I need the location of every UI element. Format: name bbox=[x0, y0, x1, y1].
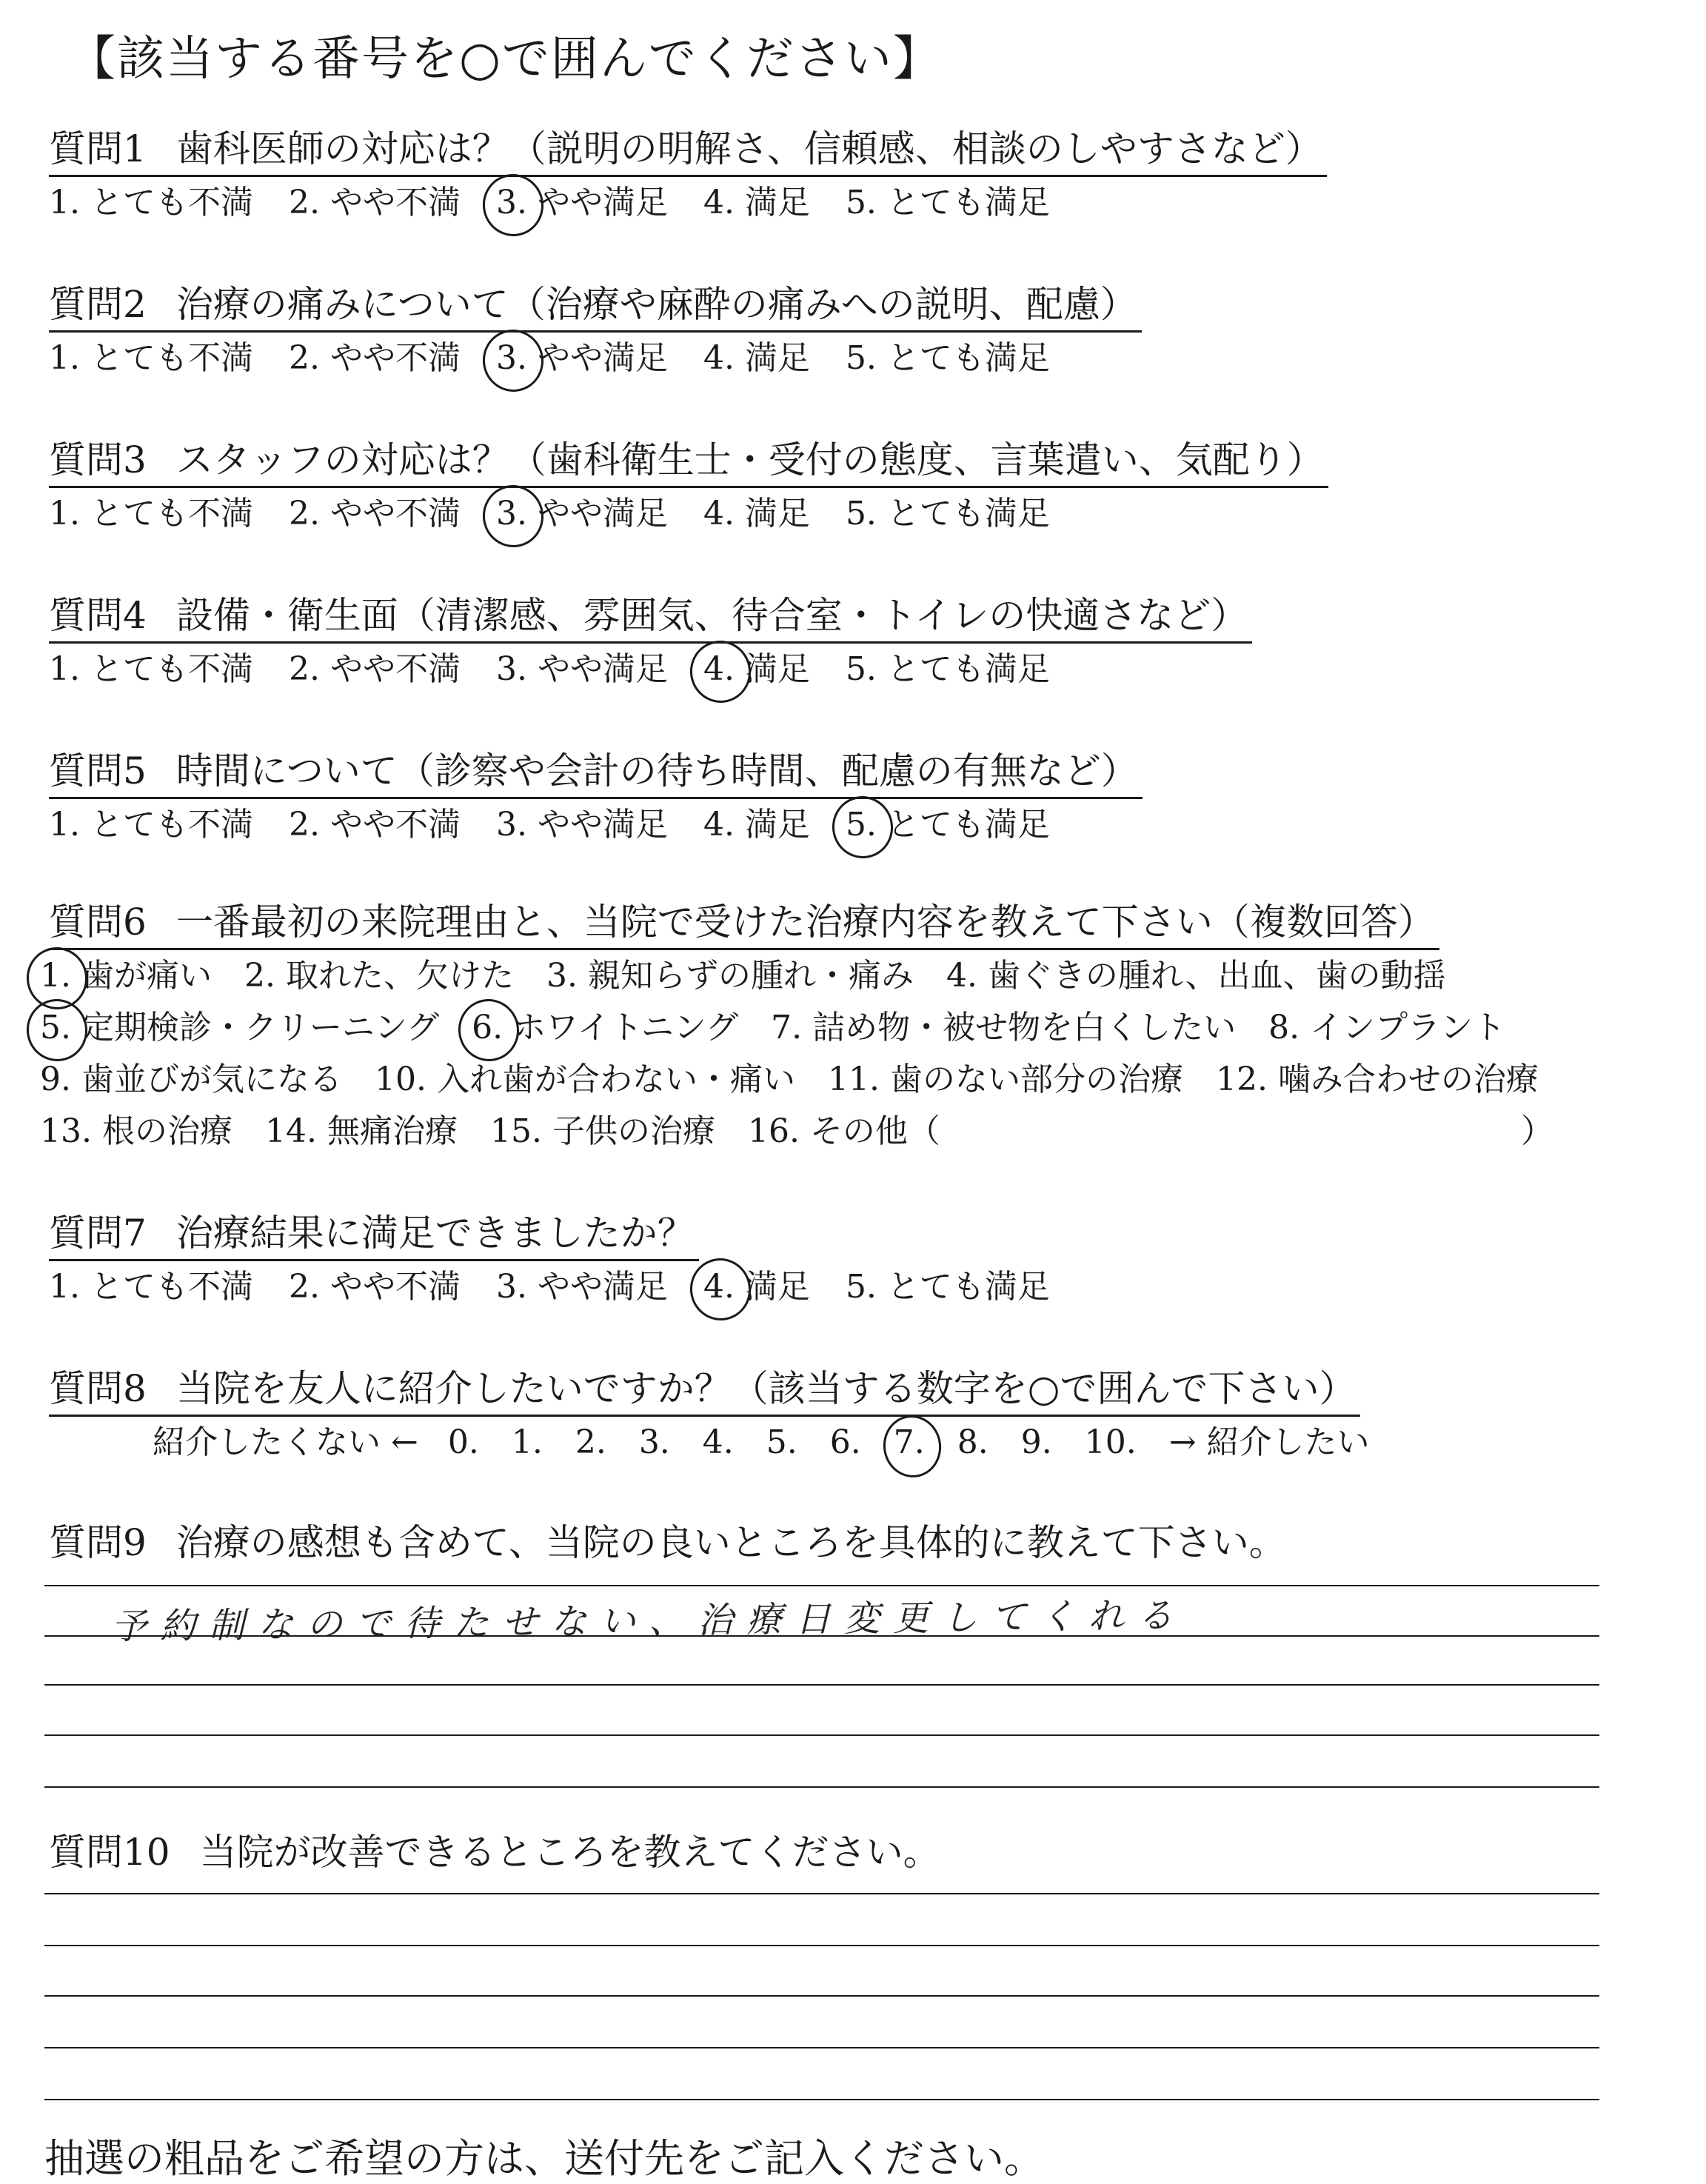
question-text: 当院を友人に紹介したいですか？（該当する数字を○で囲んで下さい） bbox=[175, 1367, 1357, 1410]
option-label: やや満足 bbox=[537, 339, 668, 377]
answer-line bbox=[44, 1893, 1599, 1894]
likert-option[interactable] bbox=[49, 644, 253, 695]
option-label: 取れた、欠けた bbox=[285, 957, 514, 995]
likert-options[interactable] bbox=[49, 799, 1143, 851]
question-1-title bbox=[49, 123, 1327, 177]
option-number: 1. bbox=[49, 806, 80, 844]
option-number: 5. bbox=[40, 1002, 71, 1054]
question-5-title bbox=[49, 745, 1143, 799]
question-7 bbox=[49, 1207, 1086, 1313]
reason-option[interactable] bbox=[472, 1002, 738, 1054]
option-label: 噛み合わせの治療 bbox=[1277, 1061, 1539, 1098]
option-label: とても不満 bbox=[90, 495, 253, 532]
reason-option[interactable] bbox=[828, 1054, 1183, 1106]
instructions-header: 【該当する番号を○で囲んでください】 bbox=[68, 32, 942, 87]
option-number: 5. bbox=[845, 184, 877, 221]
question-number: 質問4 bbox=[49, 594, 147, 637]
option-number: 2. bbox=[288, 806, 320, 844]
question-6 bbox=[40, 896, 1571, 1158]
reason-options-row bbox=[40, 950, 1571, 1002]
question-number: 質問5 bbox=[49, 749, 147, 792]
option-number: 1. bbox=[49, 650, 80, 688]
reason-options-row bbox=[40, 1106, 1571, 1158]
option-label: とても満足 bbox=[886, 650, 1050, 688]
question-10-title bbox=[49, 1826, 940, 1878]
option-number: 4. bbox=[946, 957, 977, 995]
question-1 bbox=[49, 123, 1327, 229]
reason-option[interactable] bbox=[1216, 1054, 1539, 1106]
option-label: 親知らずの腫れ・痛み bbox=[587, 957, 914, 995]
handwritten-answer[interactable]: 予約制なので待たせない、治療日変更してくれる bbox=[110, 1594, 1187, 1648]
option-number: 11. bbox=[827, 1061, 880, 1098]
question-text: 歯科医師の対応は？（説明の明解さ、信頼感、相談のしやすさなど） bbox=[175, 127, 1322, 170]
option-label: やや満足 bbox=[537, 184, 668, 221]
question-8-title bbox=[49, 1363, 1360, 1417]
scale-left-label: 紹介したくない ← bbox=[153, 1423, 418, 1461]
option-label: 満足 bbox=[744, 339, 810, 377]
option-label: やや不満 bbox=[330, 650, 461, 688]
question-text: 当院が改善できるところを教えてください。 bbox=[199, 1831, 940, 1874]
likert-option[interactable] bbox=[289, 644, 461, 695]
option-number: 7. bbox=[771, 1009, 803, 1046]
question-3-title bbox=[49, 434, 1328, 488]
option-label: とても不満 bbox=[90, 184, 253, 221]
reason-option[interactable] bbox=[375, 1054, 795, 1106]
question-text: 一番最初の来院理由と、当院で受けた治療内容を教えて下さい（複数回答） bbox=[175, 901, 1435, 944]
option-label: 定期検診・クリーニング bbox=[81, 1009, 440, 1046]
question-number: 質問3 bbox=[49, 438, 147, 481]
question-8 bbox=[49, 1363, 1402, 1469]
answer-line bbox=[44, 2047, 1599, 2048]
option-label: 子供の治療 bbox=[552, 1112, 715, 1150]
option-number: 3. bbox=[495, 1268, 527, 1306]
likert-option[interactable] bbox=[289, 333, 461, 384]
answer-line bbox=[44, 1585, 1599, 1586]
option-label: インプラント bbox=[1310, 1009, 1506, 1046]
likert-option[interactable] bbox=[49, 177, 253, 229]
option-label: 根の治療 bbox=[101, 1112, 233, 1150]
option-number: 5. bbox=[845, 650, 877, 688]
option-number: 1. bbox=[49, 184, 80, 221]
option-label: とても不満 bbox=[90, 339, 253, 377]
option-number: 4. bbox=[703, 495, 735, 532]
reason-option[interactable] bbox=[946, 950, 1446, 1002]
option-number: 5. bbox=[845, 339, 877, 377]
reason-option[interactable] bbox=[40, 950, 212, 1002]
option-label: やや満足 bbox=[537, 1268, 668, 1306]
likert-option[interactable] bbox=[846, 799, 1050, 851]
option-label: 満足 bbox=[744, 495, 810, 532]
option-label: ホワイトニング bbox=[513, 1009, 739, 1046]
option-number: 4. bbox=[703, 644, 735, 695]
question-4 bbox=[49, 590, 1252, 695]
option-number: 3. bbox=[495, 806, 527, 844]
question-2 bbox=[49, 278, 1142, 384]
likert-option[interactable] bbox=[49, 799, 253, 851]
likert-option[interactable] bbox=[496, 488, 668, 540]
likert-option[interactable] bbox=[49, 1261, 253, 1313]
question-text: スタッフの対応は？（歯科衛生士・受付の態度、言葉遣い、気配り） bbox=[175, 438, 1324, 481]
option-label: やや不満 bbox=[330, 184, 461, 221]
option-number: 2. bbox=[288, 1268, 320, 1306]
likert-options[interactable] bbox=[49, 177, 1327, 229]
answer-line bbox=[44, 1995, 1599, 1997]
option-number: 14. bbox=[264, 1112, 317, 1150]
likert-option[interactable] bbox=[496, 799, 668, 851]
likert-options[interactable] bbox=[49, 488, 1328, 540]
likert-option[interactable] bbox=[846, 644, 1050, 695]
scale-value[interactable]: 3. bbox=[638, 1423, 670, 1461]
scale-value[interactable]: 5. bbox=[766, 1423, 797, 1461]
other-close-paren: ） bbox=[1520, 1112, 1553, 1150]
answer-line bbox=[44, 1734, 1599, 1736]
option-label: 歯が痛い bbox=[81, 957, 212, 995]
answer-line bbox=[44, 1635, 1599, 1637]
scale-right-label: → 紹介したい bbox=[1168, 1423, 1370, 1461]
scale-value[interactable]: 10. bbox=[1084, 1423, 1137, 1461]
reason-option[interactable] bbox=[748, 1106, 940, 1158]
option-number: 8. bbox=[1268, 1009, 1300, 1046]
question-number: 質問7 bbox=[49, 1212, 147, 1255]
option-label: やや満足 bbox=[537, 495, 668, 532]
option-label: 歯ぐきの腫れ、出血、歯の動揺 bbox=[987, 957, 1446, 995]
recommend-scale[interactable] bbox=[49, 1417, 1402, 1469]
option-label: とても満足 bbox=[886, 184, 1050, 221]
likert-option[interactable] bbox=[496, 644, 668, 695]
reason-option[interactable] bbox=[265, 1106, 458, 1158]
likert-option[interactable] bbox=[496, 333, 668, 384]
likert-option[interactable] bbox=[703, 177, 810, 229]
likert-option[interactable] bbox=[49, 333, 253, 384]
reason-option[interactable] bbox=[40, 1106, 233, 1158]
reason-option[interactable] bbox=[244, 950, 514, 1002]
option-number: 9. bbox=[40, 1061, 71, 1098]
scale-value[interactable]: 6. bbox=[829, 1423, 861, 1461]
reason-option[interactable] bbox=[490, 1106, 715, 1158]
option-label: とても満足 bbox=[886, 806, 1050, 844]
likert-option[interactable] bbox=[703, 333, 810, 384]
reason-options[interactable] bbox=[40, 950, 1571, 1158]
option-label: 歯並びが気になる bbox=[81, 1061, 342, 1098]
likert-option[interactable] bbox=[703, 644, 810, 695]
reason-option[interactable] bbox=[40, 1002, 439, 1054]
option-number: 3. bbox=[546, 957, 578, 995]
reason-options-row bbox=[40, 1054, 1571, 1106]
question-text: 時間について（診察や会計の待ち時間、配慮の有無など） bbox=[175, 749, 1138, 792]
option-number: 2. bbox=[288, 650, 320, 688]
likert-option[interactable] bbox=[289, 799, 461, 851]
scale-value[interactable]: 4. bbox=[702, 1423, 734, 1461]
scale-value[interactable]: 1. bbox=[511, 1423, 543, 1461]
question-10 bbox=[49, 1826, 940, 1878]
option-label: とても満足 bbox=[886, 495, 1050, 532]
option-number: 3. bbox=[496, 488, 527, 540]
question-3 bbox=[49, 434, 1328, 540]
option-label: 無痛治療 bbox=[327, 1112, 458, 1150]
option-label: とても不満 bbox=[90, 806, 253, 844]
likert-option[interactable] bbox=[496, 1261, 668, 1313]
option-number: 4. bbox=[703, 339, 735, 377]
scale-value[interactable]: 2. bbox=[575, 1423, 606, 1461]
question-number: 質問10 bbox=[49, 1831, 170, 1874]
option-label: 満足 bbox=[744, 184, 810, 221]
option-number: 15. bbox=[489, 1112, 542, 1150]
option-number: 2. bbox=[288, 184, 320, 221]
question-9-title bbox=[49, 1517, 1286, 1569]
likert-option[interactable] bbox=[846, 488, 1050, 540]
option-label: 満足 bbox=[744, 650, 810, 688]
answer-line bbox=[44, 1786, 1599, 1788]
question-number: 質問1 bbox=[49, 127, 147, 170]
option-label: やや不満 bbox=[330, 339, 461, 377]
likert-option[interactable] bbox=[289, 177, 461, 229]
question-2-title bbox=[49, 278, 1142, 333]
question-number: 質問6 bbox=[49, 901, 147, 944]
scale-value[interactable]: 0. bbox=[447, 1423, 479, 1461]
likert-option[interactable] bbox=[703, 488, 810, 540]
question-9 bbox=[49, 1517, 1286, 1569]
question-4-title bbox=[49, 590, 1252, 644]
option-number: 3. bbox=[495, 650, 527, 688]
question-text: 治療結果に満足できましたか？ bbox=[175, 1212, 695, 1255]
question-text: 設備・衛生面（清潔感、雰囲気、待合室・トイレの快適さなど） bbox=[175, 594, 1248, 637]
option-label: 入れ歯が合わない・痛い bbox=[436, 1061, 795, 1098]
option-number: 1. bbox=[49, 495, 80, 532]
option-number: 3. bbox=[496, 333, 527, 384]
option-number: 13. bbox=[40, 1112, 92, 1150]
option-number: 10. bbox=[374, 1061, 426, 1098]
likert-option[interactable] bbox=[496, 177, 668, 229]
reason-option[interactable] bbox=[40, 1054, 342, 1106]
likert-option[interactable] bbox=[846, 177, 1050, 229]
reason-option[interactable] bbox=[546, 950, 914, 1002]
option-number: 1. bbox=[49, 1268, 80, 1306]
option-number: 2. bbox=[244, 957, 275, 995]
footer-instruction: 抽選の粗品をご希望の方は、送付先をご記入ください。 bbox=[44, 2135, 1044, 2182]
option-number: 1. bbox=[40, 950, 71, 1002]
likert-option[interactable] bbox=[289, 488, 461, 540]
question-number: 質問9 bbox=[49, 1521, 147, 1564]
option-label: 満足 bbox=[744, 1268, 810, 1306]
option-number: 5. bbox=[845, 495, 877, 532]
option-number: 2. bbox=[288, 339, 320, 377]
option-number: 12. bbox=[1215, 1061, 1268, 1098]
option-label: とても不満 bbox=[90, 1268, 253, 1306]
option-label: やや不満 bbox=[330, 1268, 461, 1306]
option-label: その他（ bbox=[809, 1112, 940, 1150]
likert-option[interactable] bbox=[703, 1261, 810, 1313]
reason-options-row bbox=[40, 1002, 1571, 1054]
likert-options[interactable] bbox=[49, 1261, 1086, 1313]
answer-line bbox=[44, 2099, 1599, 2100]
likert-option[interactable] bbox=[846, 1261, 1050, 1313]
option-number: 5. bbox=[846, 799, 877, 851]
option-label: とても不満 bbox=[90, 650, 253, 688]
question-5 bbox=[49, 745, 1143, 851]
answer-line bbox=[44, 1945, 1599, 1946]
option-number: 1. bbox=[49, 339, 80, 377]
scale-value[interactable]: 9. bbox=[1020, 1423, 1052, 1461]
question-6-title bbox=[49, 896, 1439, 950]
question-number: 質問8 bbox=[49, 1367, 147, 1410]
question-number: 質問2 bbox=[49, 283, 147, 326]
option-number: 16. bbox=[747, 1112, 800, 1150]
option-number: 4. bbox=[703, 184, 735, 221]
option-label: 満足 bbox=[744, 806, 810, 844]
question-7-title bbox=[49, 1207, 699, 1261]
likert-option[interactable] bbox=[703, 799, 810, 851]
option-label: とても満足 bbox=[886, 339, 1050, 377]
option-label: 詰め物・被せ物を白くしたい bbox=[812, 1009, 1237, 1046]
likert-options[interactable] bbox=[49, 333, 1142, 384]
likert-option[interactable] bbox=[289, 1261, 461, 1313]
likert-options[interactable] bbox=[49, 644, 1252, 695]
option-number: 2. bbox=[288, 495, 320, 532]
scale-value[interactable]: 8. bbox=[957, 1423, 989, 1461]
answer-line bbox=[44, 1684, 1599, 1686]
option-number: 4. bbox=[703, 1261, 735, 1313]
reason-option[interactable] bbox=[771, 1002, 1236, 1054]
question-text: 治療の痛みについて（治療や麻酔の痛みへの説明、配慮） bbox=[175, 283, 1137, 326]
option-number: 4. bbox=[703, 806, 735, 844]
option-label: やや不満 bbox=[330, 495, 461, 532]
option-label: とても満足 bbox=[886, 1268, 1050, 1306]
reason-option[interactable] bbox=[1268, 1002, 1505, 1054]
scale-value[interactable]: 7. bbox=[894, 1417, 925, 1469]
option-number: 5. bbox=[845, 1268, 877, 1306]
option-label: やや不満 bbox=[330, 806, 461, 844]
likert-option[interactable] bbox=[846, 333, 1050, 384]
option-label: 歯のない部分の治療 bbox=[889, 1061, 1183, 1098]
option-number: 3. bbox=[496, 177, 527, 229]
option-label: やや満足 bbox=[537, 650, 668, 688]
option-number: 6. bbox=[472, 1002, 503, 1054]
likert-option[interactable] bbox=[49, 488, 253, 540]
question-text: 治療の感想も含めて、当院の良いところを具体的に教えて下さい。 bbox=[175, 1521, 1286, 1564]
option-label: やや満足 bbox=[537, 806, 668, 844]
